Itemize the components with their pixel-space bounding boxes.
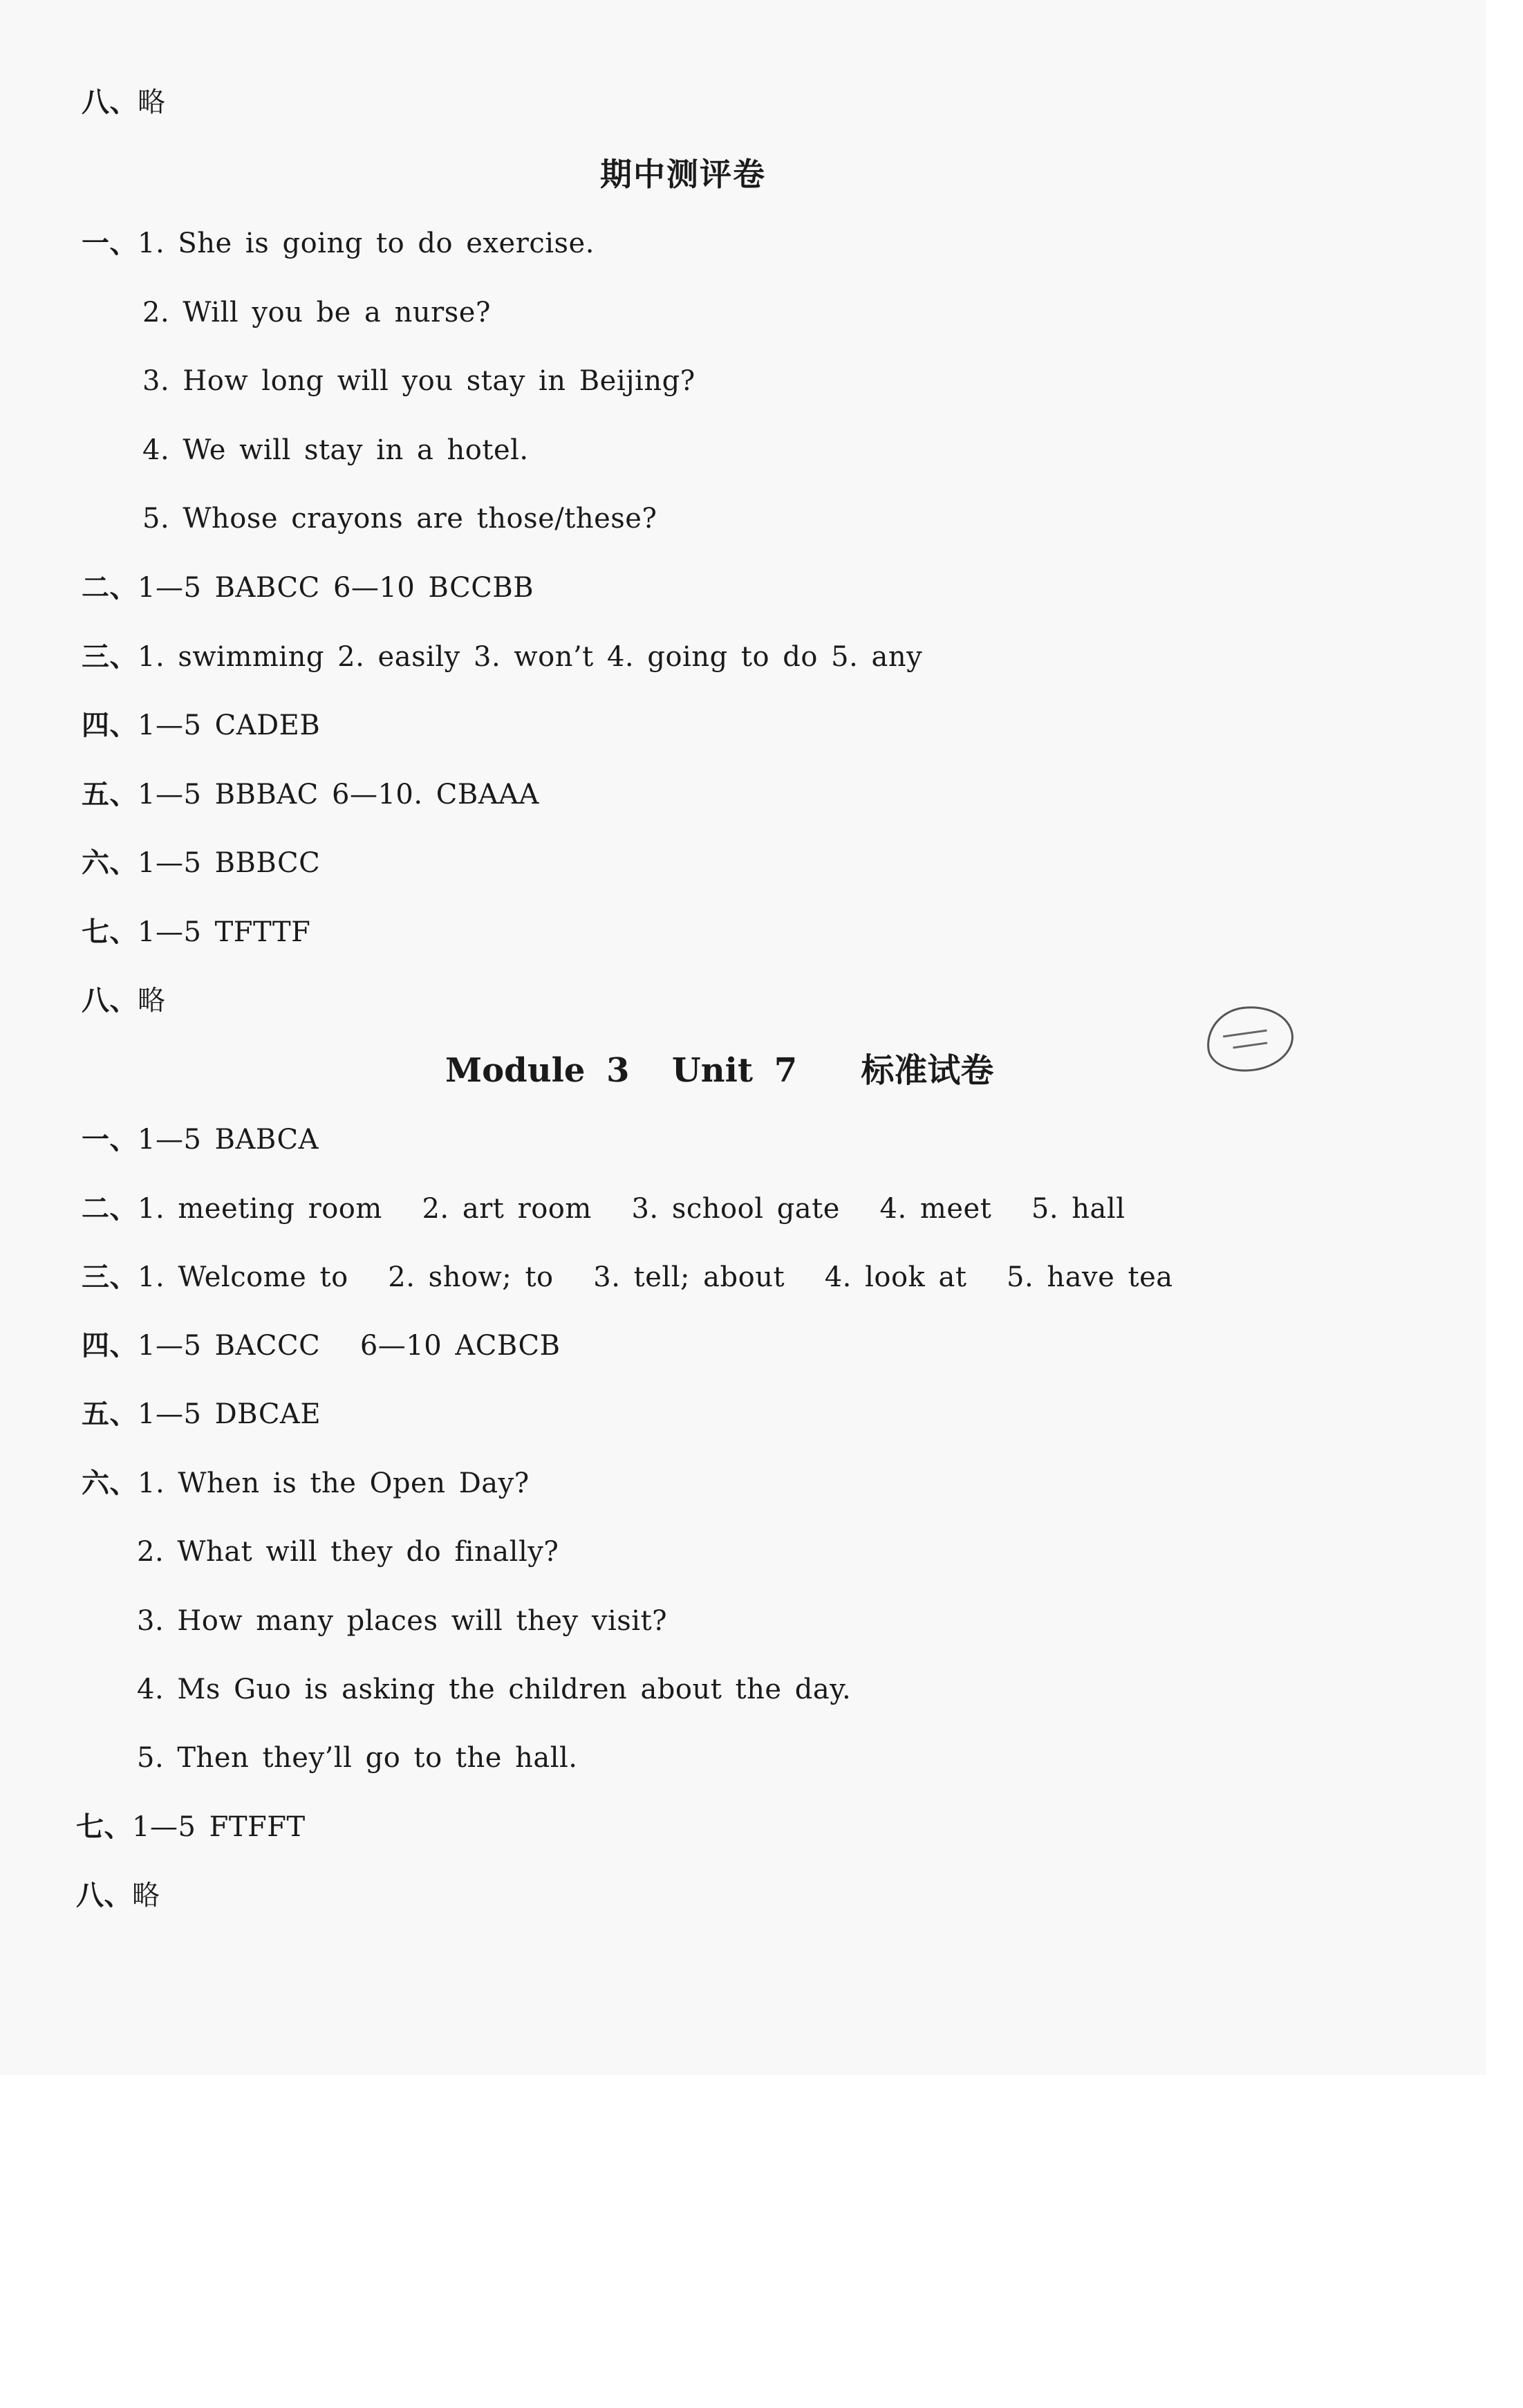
answer-text: 3. How many places will they visit? xyxy=(137,1605,668,1637)
answer-text: 2. Will you be a nurse? xyxy=(142,297,491,328)
answer-text: 1—5 BABCC 6—10 BCCBB xyxy=(138,572,534,604)
answer-line xyxy=(82,707,320,743)
answer-text: 1. Welcome to 2. show; to 3. tell; about 4. look at 5. have tea xyxy=(138,1261,1173,1293)
question-marker: 四、 xyxy=(82,1330,138,1362)
answer-line xyxy=(82,1259,1173,1295)
answer-line xyxy=(82,84,166,120)
answer-text: 1—5 BBBAC 6—10. CBAAA xyxy=(138,779,539,811)
question-marker: 二、 xyxy=(82,572,138,604)
answer-text: 1. swimming 2. easily 3. won’t 4. going to do 5. any xyxy=(138,641,923,673)
section-title-en: Module 3 Unit 7 xyxy=(445,1051,798,1090)
question-marker: 六、 xyxy=(82,847,138,879)
answer-text: 1—5 BBBCC xyxy=(138,847,321,879)
stamp-mark xyxy=(1202,1001,1298,1077)
answer-text: 4. Ms Guo is asking the children about the day. xyxy=(137,1674,852,1705)
answer-text: 5. Whose crayons are those/these? xyxy=(142,503,657,535)
answer-text: 2. What will they do finally? xyxy=(137,1536,559,1568)
question-marker: 六、 xyxy=(82,1467,138,1499)
question-marker: 二、 xyxy=(82,1193,138,1225)
answer-text: 1—5 DBCAE xyxy=(138,1398,321,1430)
answer-text: 4. We will stay in a hotel. xyxy=(142,434,529,466)
answer-text: 略 xyxy=(138,985,166,1017)
question-marker: 七、 xyxy=(76,1811,132,1843)
answer-line xyxy=(82,1465,530,1501)
question-marker: 七、 xyxy=(82,916,138,948)
answer-text: 3. How long will you stay in Beijing? xyxy=(142,365,695,397)
section-title: 期中测评卷 xyxy=(600,156,766,193)
section-title xyxy=(445,1049,993,1092)
answer-line xyxy=(142,501,657,537)
answer-text: 1. When is the Open Day? xyxy=(138,1467,530,1499)
answer-line xyxy=(82,914,310,950)
section-title-cn: 标准试卷 xyxy=(861,1051,994,1090)
answer-line xyxy=(137,1671,851,1707)
question-marker: 五、 xyxy=(82,1398,138,1430)
question-marker: 八、 xyxy=(82,86,138,118)
answer-text: 略 xyxy=(138,86,166,118)
answer-line xyxy=(82,570,534,606)
answer-line xyxy=(137,1740,578,1776)
question-marker: 三、 xyxy=(82,1261,138,1293)
answer-text: 1—5 BACCC 6—10 ACBCB xyxy=(138,1330,561,1362)
answer-line xyxy=(142,295,491,331)
answer-line xyxy=(82,639,922,675)
answer-line xyxy=(142,363,695,399)
answer-text: 1. meeting room 2. art room 3. school gate 4. meet 5. hall xyxy=(138,1193,1125,1225)
answer-line xyxy=(82,1122,319,1158)
question-marker: 一、 xyxy=(82,1124,138,1156)
question-marker: 三、 xyxy=(82,641,138,673)
answer-text: 1—5 CADEB xyxy=(138,710,321,741)
answer-line xyxy=(137,1603,667,1639)
question-marker: 八、 xyxy=(76,1880,132,1911)
question-marker: 五、 xyxy=(82,779,138,811)
question-marker: 四、 xyxy=(82,710,138,741)
answer-text: 1—5 FTFFT xyxy=(132,1811,306,1843)
answer-line xyxy=(82,777,539,813)
answer-line xyxy=(82,845,320,881)
answer-line xyxy=(82,983,166,1019)
answer-line xyxy=(137,1534,559,1570)
answer-line xyxy=(82,1396,321,1432)
answer-line xyxy=(82,225,595,261)
answer-line xyxy=(82,1191,1125,1227)
answer-text: 1—5 TFTTF xyxy=(138,916,311,948)
question-marker: 一、 xyxy=(82,228,138,259)
answer-line xyxy=(82,1328,561,1364)
answer-text: 5. Then they’ll go to the hall. xyxy=(137,1742,578,1774)
question-marker: 八、 xyxy=(82,985,138,1017)
answer-line xyxy=(76,1878,160,1914)
answer-text: 1. She is going to do exercise. xyxy=(138,228,595,259)
answer-text: 1—5 BABCA xyxy=(138,1124,319,1156)
answer-text: 略 xyxy=(132,1880,160,1911)
answer-line xyxy=(76,1809,306,1845)
answer-line xyxy=(142,432,529,468)
